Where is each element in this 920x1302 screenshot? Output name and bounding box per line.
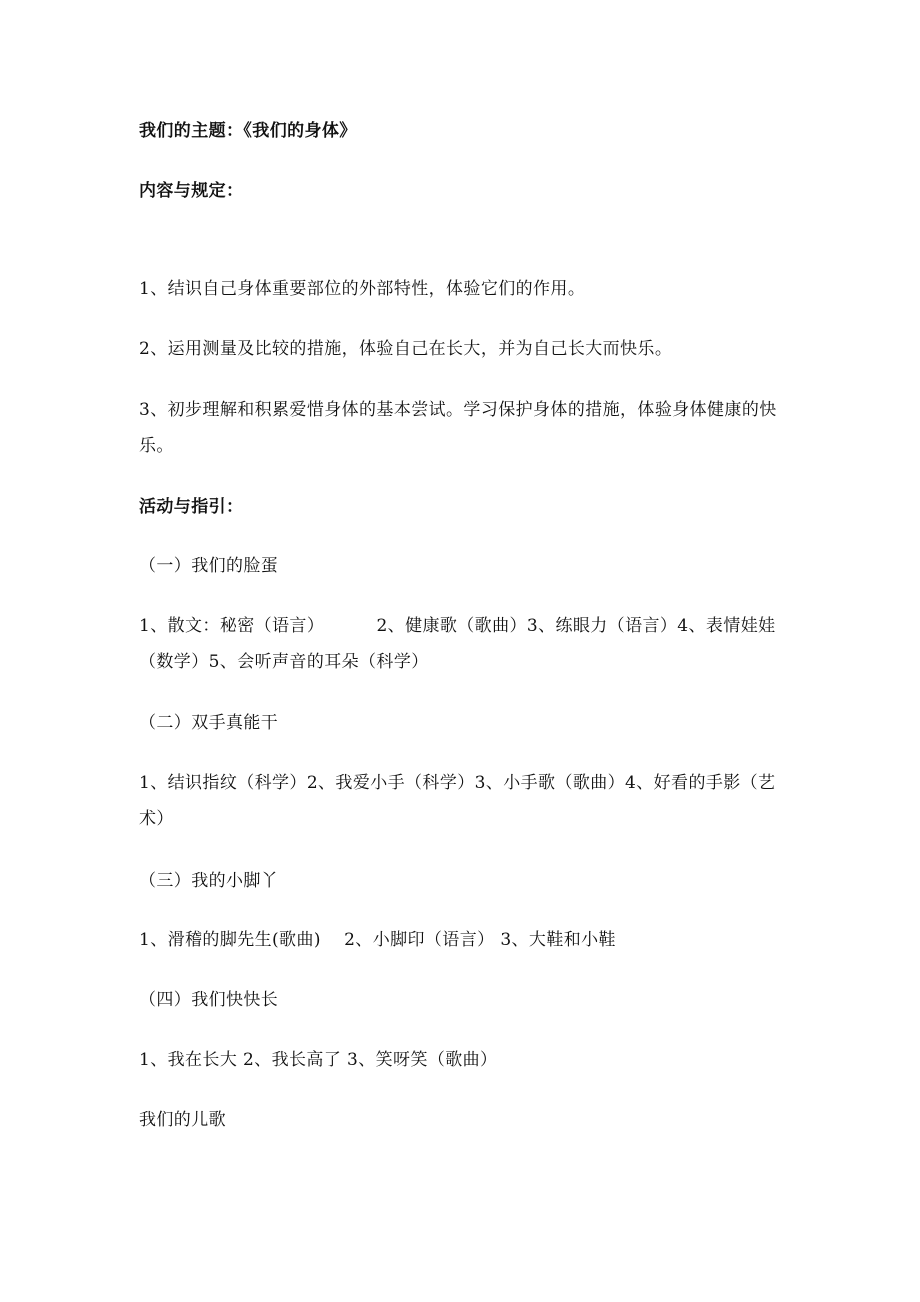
- unit-title: （四）我们快快长: [139, 990, 279, 1010]
- theme-title: 我们的主题：《我们的身体》: [139, 121, 357, 141]
- unit-title: （三）我的小脚丫: [139, 871, 279, 891]
- unit-title: （二）双手真能干: [139, 713, 279, 733]
- goal-item: 1、结识自己身体重要部位的外部特性，体验它们的作用。: [139, 279, 586, 299]
- footer-heading: 我们的儿歌: [139, 1110, 226, 1130]
- goal-item: 2、运用测量及比较的措施，体验自己在长大，并为自己长大而快乐。: [139, 339, 673, 359]
- unit-items: 1、滑稽的脚先生(歌曲) 2、小脚印（语言） 3、大鞋和小鞋: [139, 930, 616, 950]
- unit-title: （一）我们的脸蛋: [139, 556, 279, 576]
- unit-items: 1、散文：秘密（语言） 2、健康歌（歌曲）3、练眼力（语言）4、表情娃娃（数学）5、会听声音的耳朵（科学）: [139, 616, 776, 672]
- activities-heading: 活动与指引：: [139, 497, 244, 517]
- goal-item: 3、初步理解和积累爱惜身体的基本尝试。学习保护身体的措施，体验身体健康的快乐。: [139, 400, 777, 456]
- content-heading: 内容与规定：: [139, 181, 244, 201]
- unit-items: 1、我在长大 2、我长高了 3、笑呀笑（歌曲）: [139, 1050, 498, 1070]
- unit-items: 1、结识指纹（科学）2、我爱小手（科学）3、小手歌（歌曲）4、好看的手影（艺术）: [139, 773, 776, 829]
